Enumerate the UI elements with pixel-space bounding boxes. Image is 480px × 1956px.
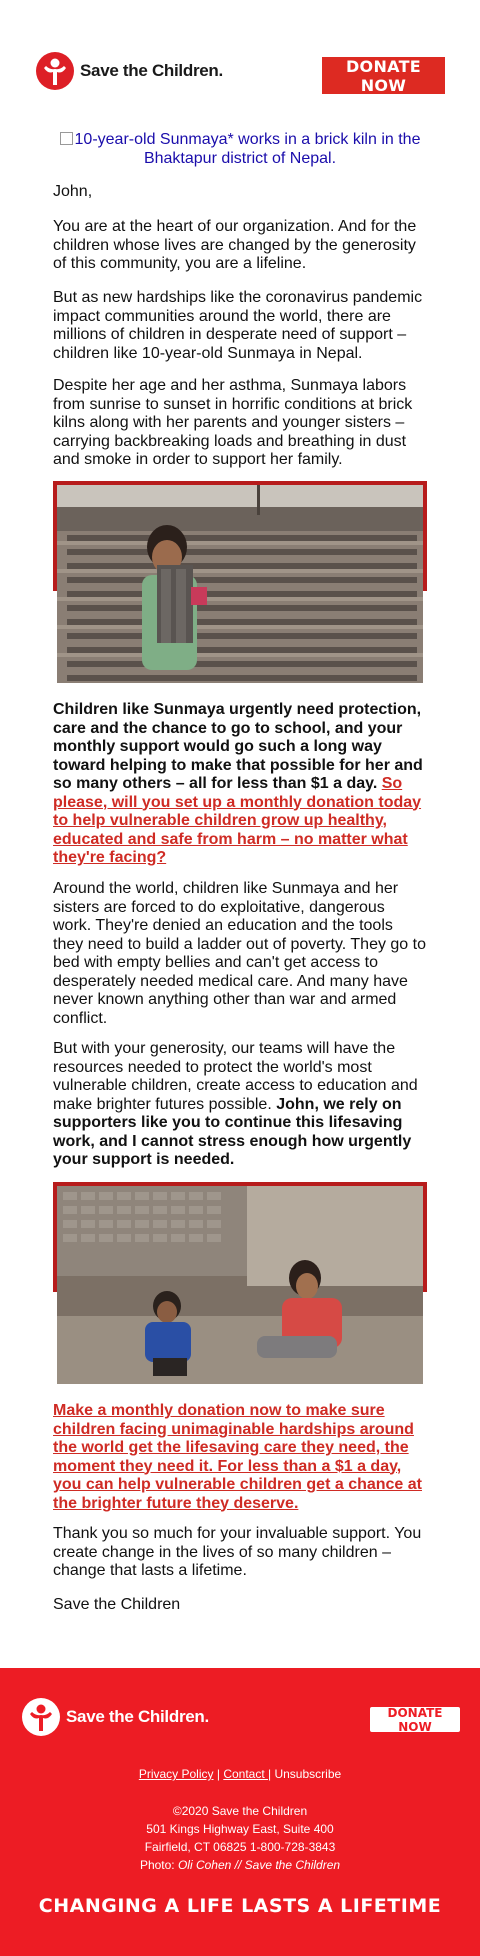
paragraph-5: Around the world, children like Sunmaya and her sisters are forced to do exploitative, dangerous work. They're denied an education and the tools they need to build a ladder out of poverty. They go to bed with empty bellies and can't get access to desperately needed medical care. And many have never known anything other than war and armed conflict. (53, 880, 426, 1027)
donate-now-button[interactable]: DONATE NOW (322, 57, 445, 94)
address-line-2: Fairfield, CT 06825 1-800-728-3843 (144, 1840, 336, 1854)
unsubscribe-link[interactable]: Unsubscribe (274, 1767, 342, 1781)
paragraph-6 (53, 1040, 427, 1170)
photo-sunmaya-aid-worker (53, 1182, 427, 1388)
footer (0, 1668, 480, 1956)
footer-links (0, 1767, 480, 1781)
photo-sunmaya-bricks (53, 481, 427, 687)
address-line-1: 501 Kings Highway East, Suite 400 (146, 1822, 334, 1836)
paragraph-6-text: But with your generosity, our teams will have the resources needed to protect the world's most vulnerable children, create access to education and make brighter futures possible. (53, 1040, 418, 1113)
footer-logo[interactable] (22, 1698, 209, 1736)
photo-credit: Photo: Oli Cohen // Save the Children (139, 1858, 341, 1872)
signoff: Save the Children (53, 1596, 181, 1613)
hero-image-alt[interactable]: 10-year-old Sunmaya* works in a brick kiln in the Bhaktapur district of Nepal. (53, 130, 427, 168)
monthly-donation-link[interactable]: So please, will you set up a monthly donation today to help vulnerable children grow up healthy, educated and safe from harm – no matter what they're facing? (53, 775, 422, 866)
broken-image-icon (60, 132, 73, 145)
monthly-donation-link-2[interactable]: Make a monthly donation now to make sure children facing unimaginable hardships around the world get the lifesaving care they need, the moment they need it. For less than a $1 a day, you can help vulnerable children get a chance at the brighter future they deserve. (53, 1402, 422, 1512)
girl-carrying-bricks-image (57, 485, 423, 683)
save-the-children-logo[interactable] (36, 52, 223, 90)
closing-appeal (53, 1402, 427, 1513)
brand-name: Save the Children. (80, 61, 223, 80)
paragraph-8: Thank you so much for your invaluable support. You create change in the lives of so many children – change that lasts a lifetime. (53, 1525, 422, 1579)
footer-brand-name: Save the Children. (66, 1707, 209, 1726)
privacy-policy-link[interactable]: Privacy Policy (138, 1767, 214, 1781)
child-figure-icon (36, 52, 74, 90)
footer-donate-now-button[interactable]: DONATE NOW (370, 1707, 460, 1732)
footer-address (0, 1802, 480, 1874)
copyright: ©2020 Save the Children (172, 1804, 308, 1818)
link-separator: | (268, 1767, 275, 1781)
paragraph-3: Despite her age and her asthma, Sunmaya labors from sunrise to sunset in horrific conditions at brick kilns along with her parents and younger sisters – carrying backbreaking loads and breathing in dust and smoke in order to support her family. (53, 377, 413, 468)
appeal-bold-text: Children like Sunmaya urgently need protection, care and the chance to go to school, and your monthly support would go such a long way toward helping to make that possible for her and so many others – all for less than $1 a day. (53, 701, 423, 792)
paragraph-6-bold: John, we rely on supporters like you to continue this lifesaving work, and I cannot stress enough how urgently your support is needed. (53, 1095, 412, 1168)
greeting: John, (53, 183, 93, 200)
contact-link[interactable]: Contact (223, 1767, 269, 1781)
girl-with-aid-worker-image (57, 1186, 423, 1384)
appeal-paragraph (53, 701, 427, 868)
child-figure-icon (22, 1698, 60, 1736)
paragraph-2: But as new hardships like the coronavirus pandemic impact communities around the world, there are millions of children in desperate need of support – children like 10-year-old Sunmaya in Nepal. (53, 289, 423, 362)
tagline: CHANGING A LIFE LASTS A LIFETIME (38, 1895, 442, 1917)
email-header (0, 0, 480, 150)
paragraph-1: You are at the heart of our organization. And for the children whose lives are changed by the generosity of this community, you are a lifeline. (53, 218, 417, 272)
link-separator: | (213, 1767, 224, 1781)
